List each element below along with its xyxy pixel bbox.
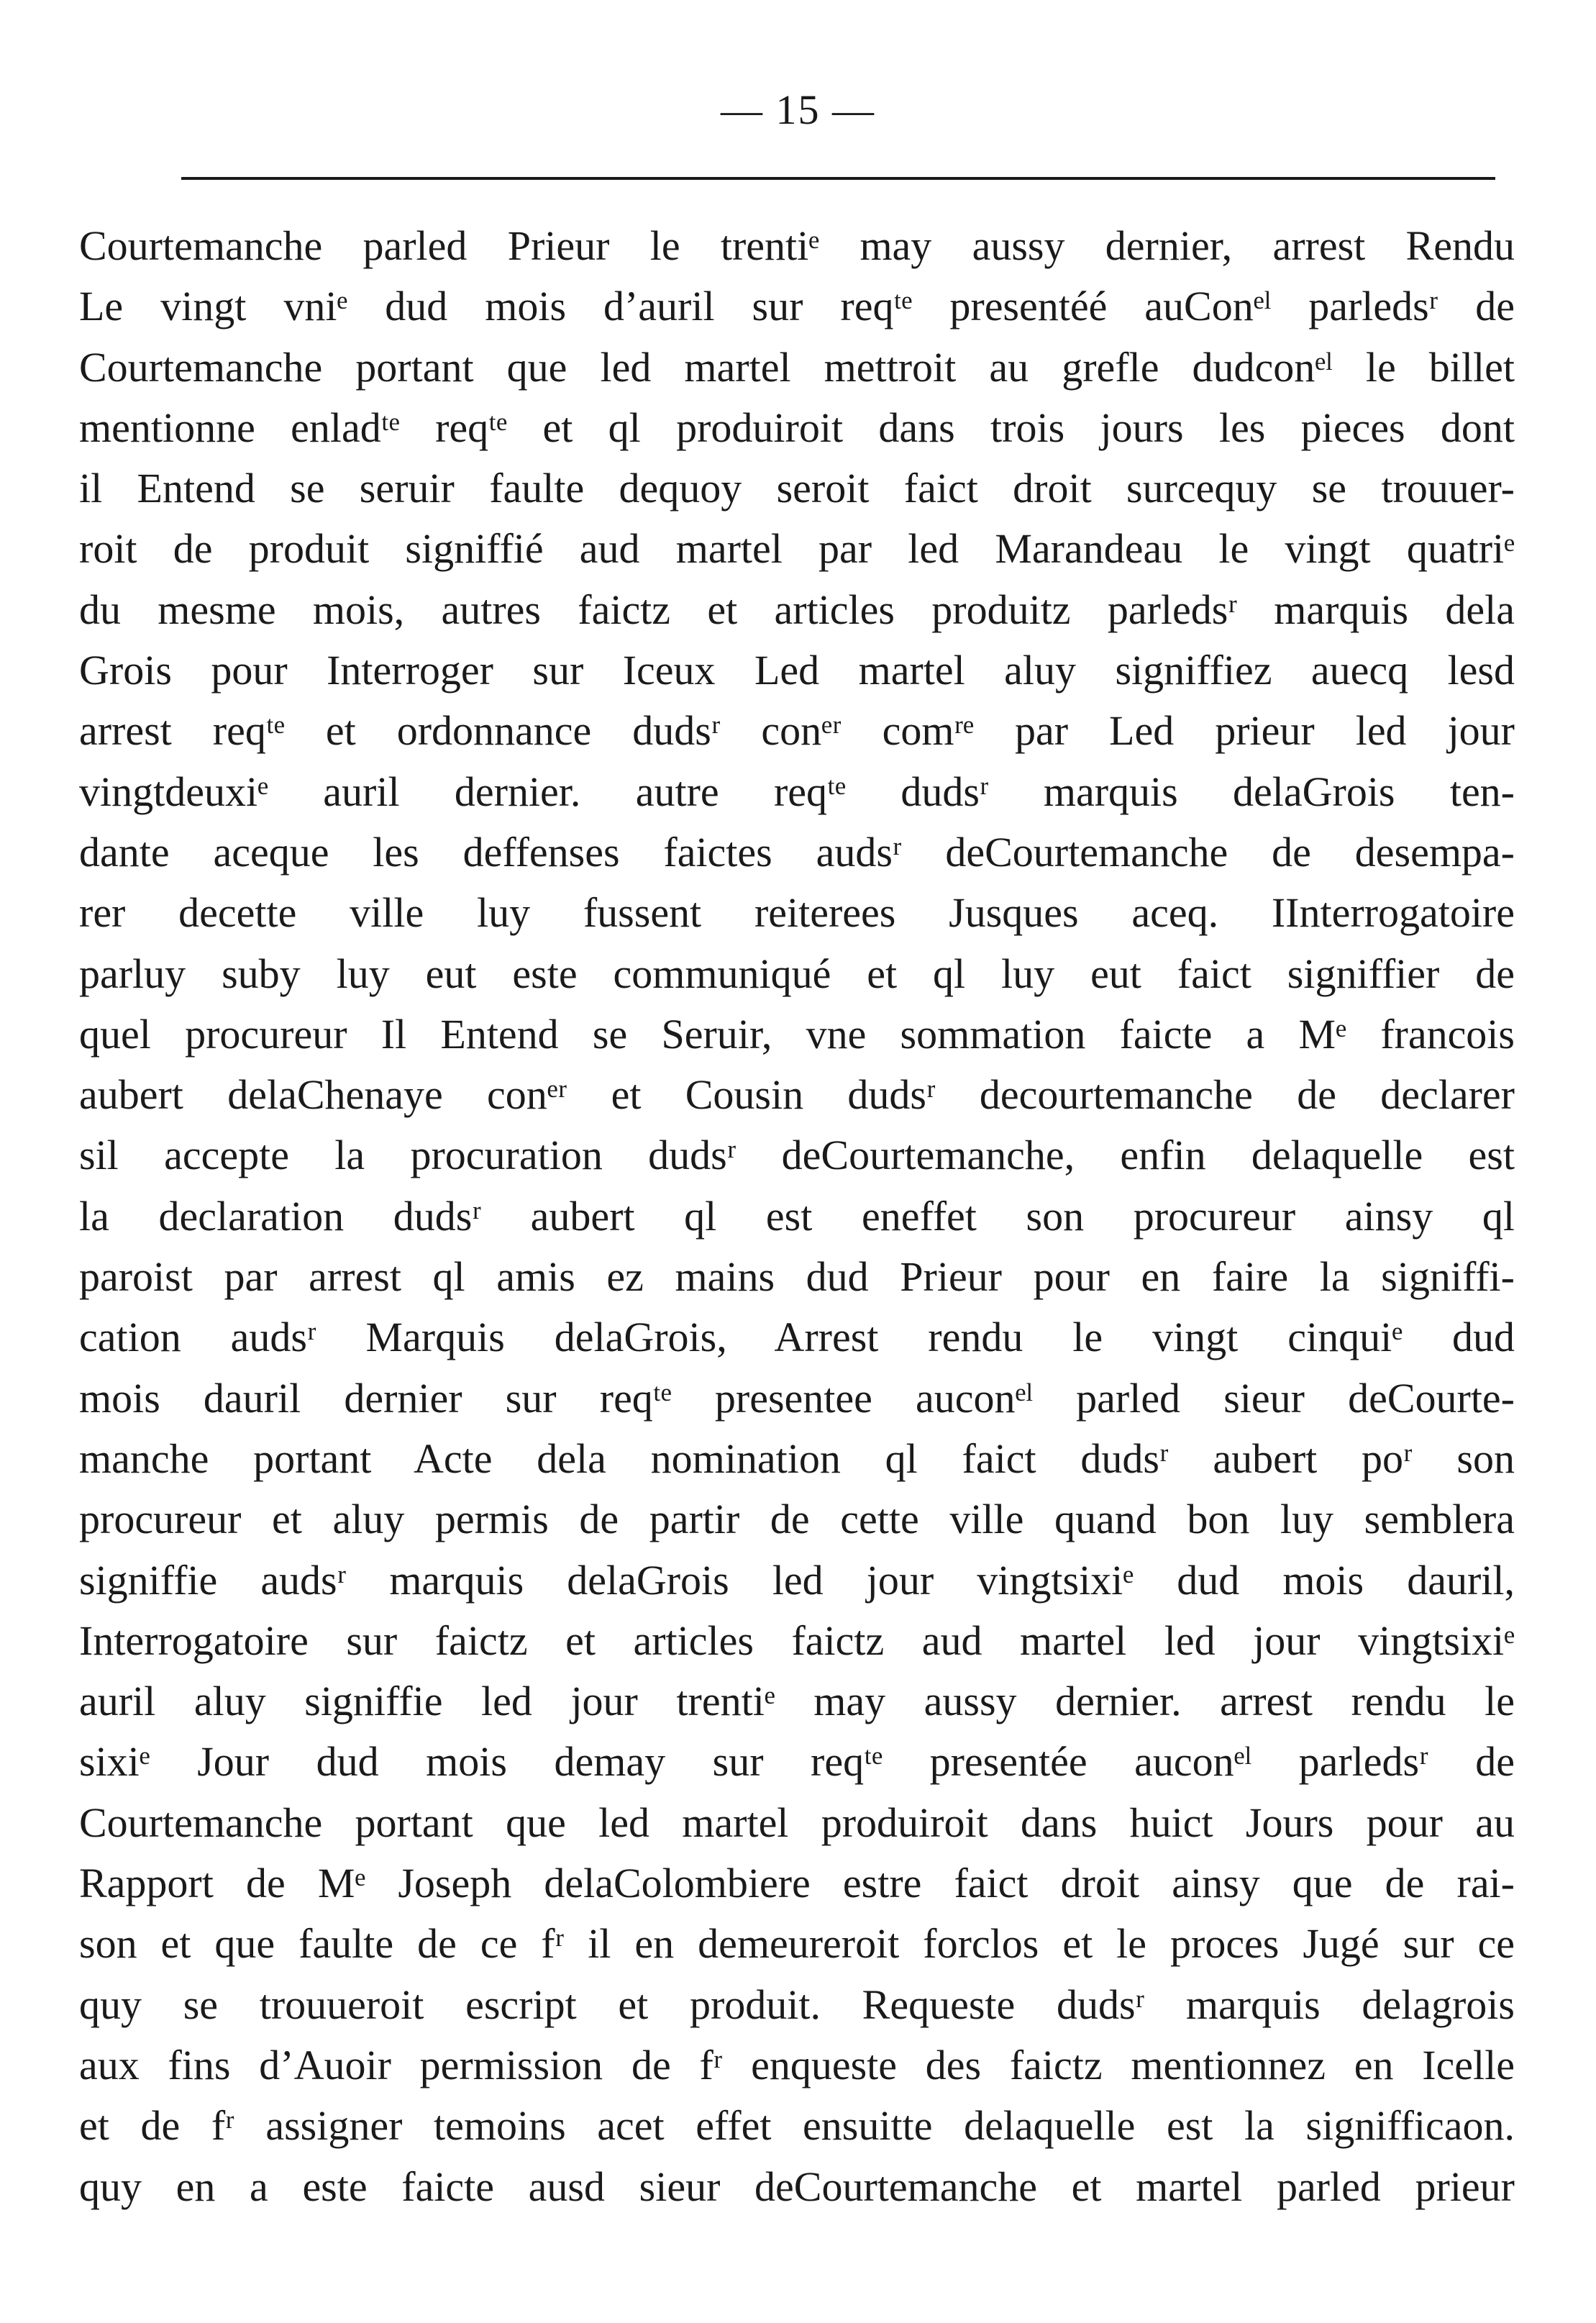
text-line: mois dauril dernier sur reqᵗᵉ presentee auconᵉˡ parled sieur deCourte- — [79, 1374, 1515, 1422]
text-line: Courtemanche portant que led martel produiroit dans huict Jours pour au — [79, 1799, 1515, 1846]
text-line: la declaration dudsʳ aubert ql est eneffet son procureur ainsy ql — [79, 1192, 1515, 1240]
text-line: du mesme mois, autres faictz et articles produitz parledsʳ marquis dela — [79, 586, 1515, 633]
text-line: sil accepte la procuration dudsʳ deCourtemanche, enfin delaquelle est — [79, 1132, 1515, 1179]
text-line: auril aluy signiffie led jour trentiᵉ may aussy dernier. arrest rendu le — [79, 1678, 1515, 1725]
text-line: procureur et aluy permis de partir de cette ville quand bon luy semblera — [79, 1496, 1515, 1543]
text-line: sixiᵉ Jour dud mois demay sur reqᵗᵉ presentée auconᵉˡ parledsʳ de — [79, 1738, 1515, 1786]
body-text — [79, 216, 1515, 2217]
text-line: quy se trouueroit escript et produit. Requeste dudsʳ marquis delagrois — [79, 1981, 1515, 2028]
text-line: et de fʳ assigner temoins acet effet ensuitte delaquelle est la signifficaon. — [79, 2102, 1515, 2150]
text-line: vingtdeuxiᵉ auril dernier. autre reqᵗᵉ dudsʳ marquis delaGrois ten- — [79, 768, 1515, 815]
text-line: Le vingt vniᵉ dud mois d’auril sur reqᵗᵉ presentéé auConᵉˡ parledsʳ de — [79, 283, 1515, 330]
text-line: signiffie audsʳ marquis delaGrois led jour vingtsixiᵉ dud mois dauril, — [79, 1556, 1515, 1604]
text-line: manche portant Acte dela nomination ql faict dudsʳ aubert poʳ son — [79, 1435, 1515, 1482]
page-number: — 15 — — [721, 86, 875, 133]
text-line: Courtemanche portant que led martel mettroit au grefle dudconᵉˡ le billet — [79, 343, 1515, 391]
text-line: quy en a este faicte ausd sieur deCourtemanche et martel parled prieur — [79, 2163, 1515, 2210]
text-line: arrest reqᵗᵉ et ordonnance dudsʳ conᵉʳ comʳᵉ par Led prieur led jour — [79, 707, 1515, 755]
text-line: il Entend se seruir faulte dequoy seroit faict droit surcequy se trouuer- — [79, 465, 1515, 512]
text-line: aux fins d’Auoir permission de fʳ enqueste des faictz mentionnez en Icelle — [79, 2041, 1515, 2088]
text-line: cation audsʳ Marquis delaGrois, Arrest rendu le vingt cinquiᵉ dud — [79, 1314, 1515, 1361]
text-line: quel procureur Il Entend se Seruir, vne sommation faicte a Mᵉ francois — [79, 1010, 1515, 1058]
text-line: paroist par arrest ql amis ez mains dud Prieur pour en faire la signiffi- — [79, 1253, 1515, 1301]
text-line: mentionne enladᵗᵉ reqᵗᵉ et ql produiroit dans trois jours les pieces dont — [79, 404, 1515, 451]
text-line: Courtemanche parled Prieur le trentiᵉ may aussy dernier, arrest Rendu — [79, 222, 1515, 269]
text-line: aubert delaChenaye conᵉʳ et Cousin dudsʳ decourtemanche de declarer — [79, 1071, 1515, 1119]
text-line: Interrogatoire sur faictz et articles faictz aud martel led jour vingtsixiᵉ — [79, 1617, 1515, 1664]
header-rule — [181, 177, 1495, 180]
text-line: son et que faulte de ce fʳ il en demeureroit forclos et le proces Jugé sur ce — [79, 1920, 1515, 1968]
text-line: roit de produit signiffié aud martel par led Marandeau le vingt quatriᵉ — [79, 525, 1515, 573]
text-line: Rapport de Mᵉ Joseph delaColombiere estre faict droit ainsy que de rai- — [79, 1860, 1515, 1907]
text-line: rer decette ville luy fussent reiterees Jusques aceq. IInterrogatoire — [79, 889, 1515, 937]
text-line: Grois pour Interroger sur Iceux Led martel aluy signiffiez auecq lesd — [79, 647, 1515, 694]
text-line: parluy suby luy eut este communiqué et ql luy eut faict signiffier de — [79, 950, 1515, 997]
text-line: dante aceque les deffenses faictes audsʳ deCourtemanche de desempa- — [79, 828, 1515, 876]
